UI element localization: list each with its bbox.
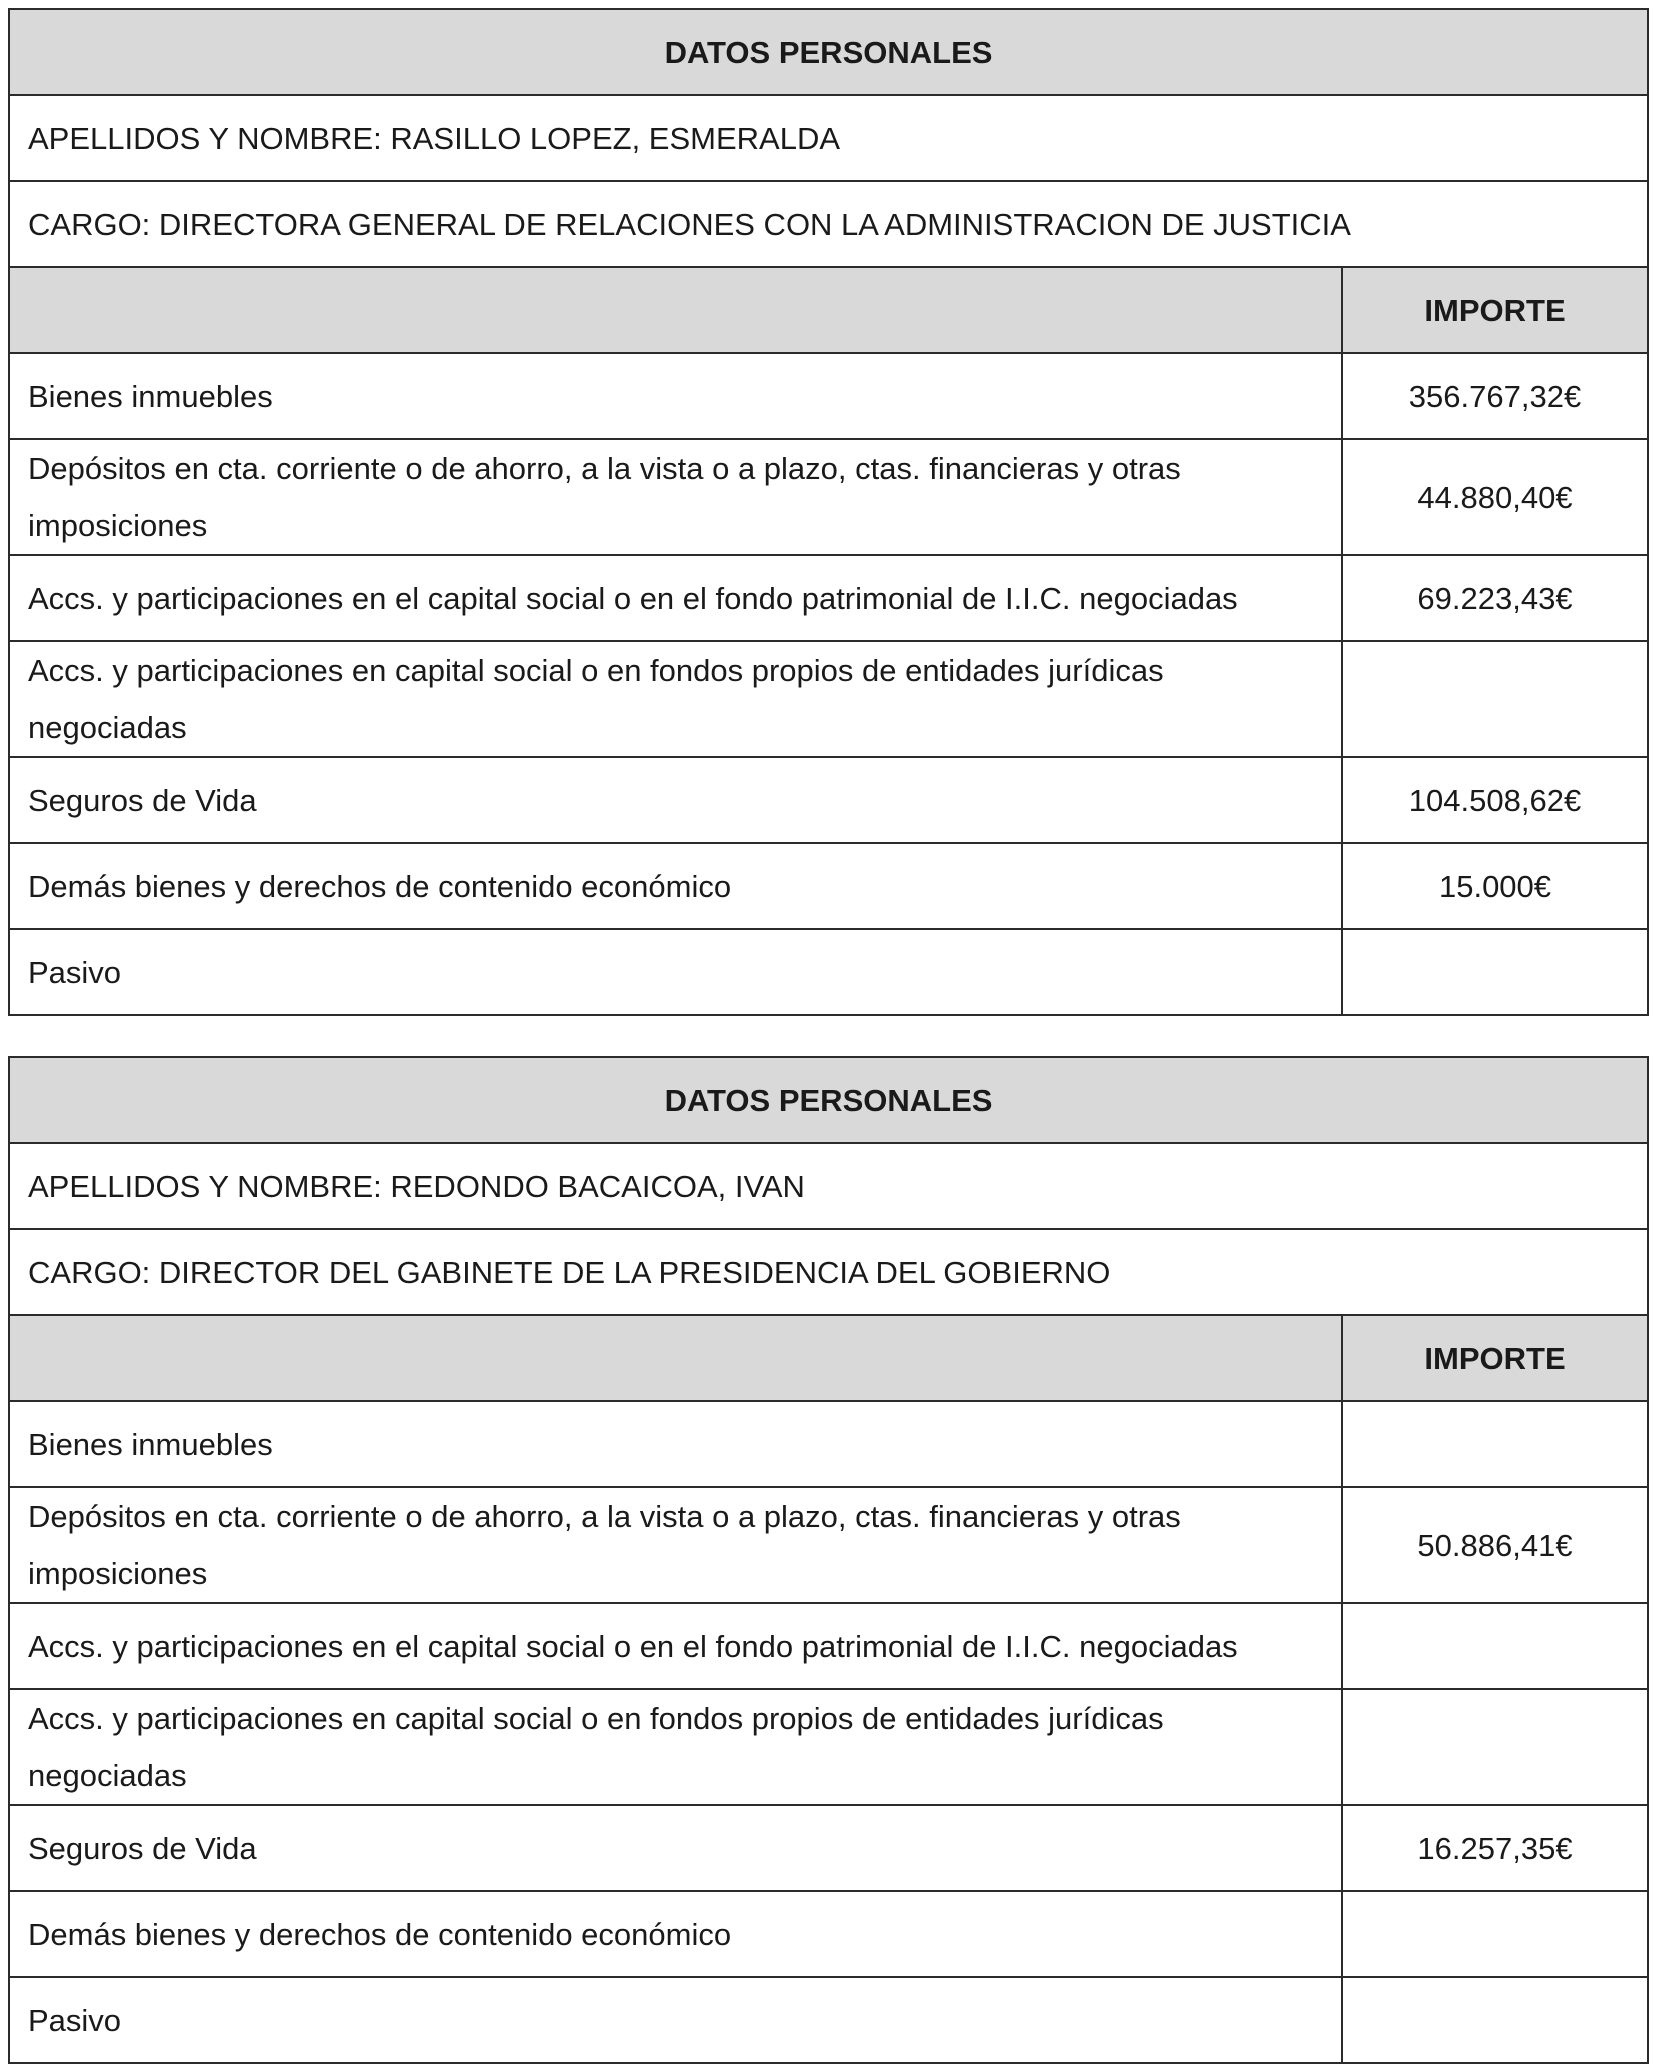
asset-amount — [1342, 929, 1648, 1015]
asset-amount — [1342, 1891, 1648, 1977]
asset-amount: 15.000€ — [1342, 843, 1648, 929]
asset-label: Depósitos en cta. corriente o de ahorro, a la vista o a plazo, ctas. financieras y otras imposiciones — [9, 439, 1342, 555]
asset-amount — [1342, 1401, 1648, 1487]
table-row — [9, 1401, 1648, 1487]
asset-amount — [1342, 1689, 1648, 1805]
table-row — [9, 353, 1648, 439]
section-title: DATOS PERSONALES — [9, 9, 1648, 95]
table-row — [9, 555, 1648, 641]
asset-label: Accs. y participaciones en el capital social o en el fondo patrimonial de I.I.C. negociadas — [9, 555, 1342, 641]
asset-label: Demás bienes y derechos de contenido económico — [9, 843, 1342, 929]
asset-label: Pasivo — [9, 1977, 1342, 2063]
asset-amount: 104.508,62€ — [1342, 757, 1648, 843]
asset-amount: 69.223,43€ — [1342, 555, 1648, 641]
name-line: APELLIDOS Y NOMBRE: REDONDO BACAICOA, IVAN — [9, 1143, 1648, 1229]
asset-label: Bienes inmuebles — [9, 353, 1342, 439]
asset-amount: 50.886,41€ — [1342, 1487, 1648, 1603]
table-row — [9, 439, 1648, 555]
table-row — [9, 641, 1648, 757]
table-row — [9, 757, 1648, 843]
declaration-table — [8, 8, 1649, 1016]
table-row — [9, 1805, 1648, 1891]
asset-amount — [1342, 641, 1648, 757]
asset-label: Accs. y participaciones en capital social o en fondos propios de entidades jurídicas negociadas — [9, 1689, 1342, 1805]
asset-amount — [1342, 1603, 1648, 1689]
asset-label: Bienes inmuebles — [9, 1401, 1342, 1487]
asset-amount: 16.257,35€ — [1342, 1805, 1648, 1891]
table-row — [9, 843, 1648, 929]
asset-label: Seguros de Vida — [9, 1805, 1342, 1891]
table-row — [9, 1487, 1648, 1603]
table-row — [9, 1603, 1648, 1689]
asset-label: Accs. y participaciones en el capital social o en el fondo patrimonial de I.I.C. negociadas — [9, 1603, 1342, 1689]
column-header-blank — [9, 1315, 1342, 1401]
asset-amount — [1342, 1977, 1648, 2063]
asset-label: Depósitos en cta. corriente o de ahorro, a la vista o a plazo, ctas. financieras y otras imposiciones — [9, 1487, 1342, 1603]
asset-declaration-records — [8, 8, 1647, 2064]
position-line: CARGO: DIRECTOR DEL GABINETE DE LA PRESIDENCIA DEL GOBIERNO — [9, 1229, 1648, 1315]
position-line: CARGO: DIRECTORA GENERAL DE RELACIONES CON LA ADMINISTRACION DE JUSTICIA — [9, 181, 1648, 267]
asset-label: Pasivo — [9, 929, 1342, 1015]
asset-label: Demás bienes y derechos de contenido económico — [9, 1891, 1342, 1977]
table-row — [9, 1689, 1648, 1805]
amount-column-header: IMPORTE — [1342, 1315, 1648, 1401]
declaration-table — [8, 1056, 1649, 2064]
amount-column-header: IMPORTE — [1342, 267, 1648, 353]
asset-label: Accs. y participaciones en capital social o en fondos propios de entidades jurídicas negociadas — [9, 641, 1342, 757]
table-row — [9, 929, 1648, 1015]
asset-amount: 44.880,40€ — [1342, 439, 1648, 555]
table-row — [9, 1977, 1648, 2063]
asset-label: Seguros de Vida — [9, 757, 1342, 843]
name-line: APELLIDOS Y NOMBRE: RASILLO LOPEZ, ESMERALDA — [9, 95, 1648, 181]
table-row — [9, 1891, 1648, 1977]
column-header-blank — [9, 267, 1342, 353]
section-title: DATOS PERSONALES — [9, 1057, 1648, 1143]
asset-amount: 356.767,32€ — [1342, 353, 1648, 439]
